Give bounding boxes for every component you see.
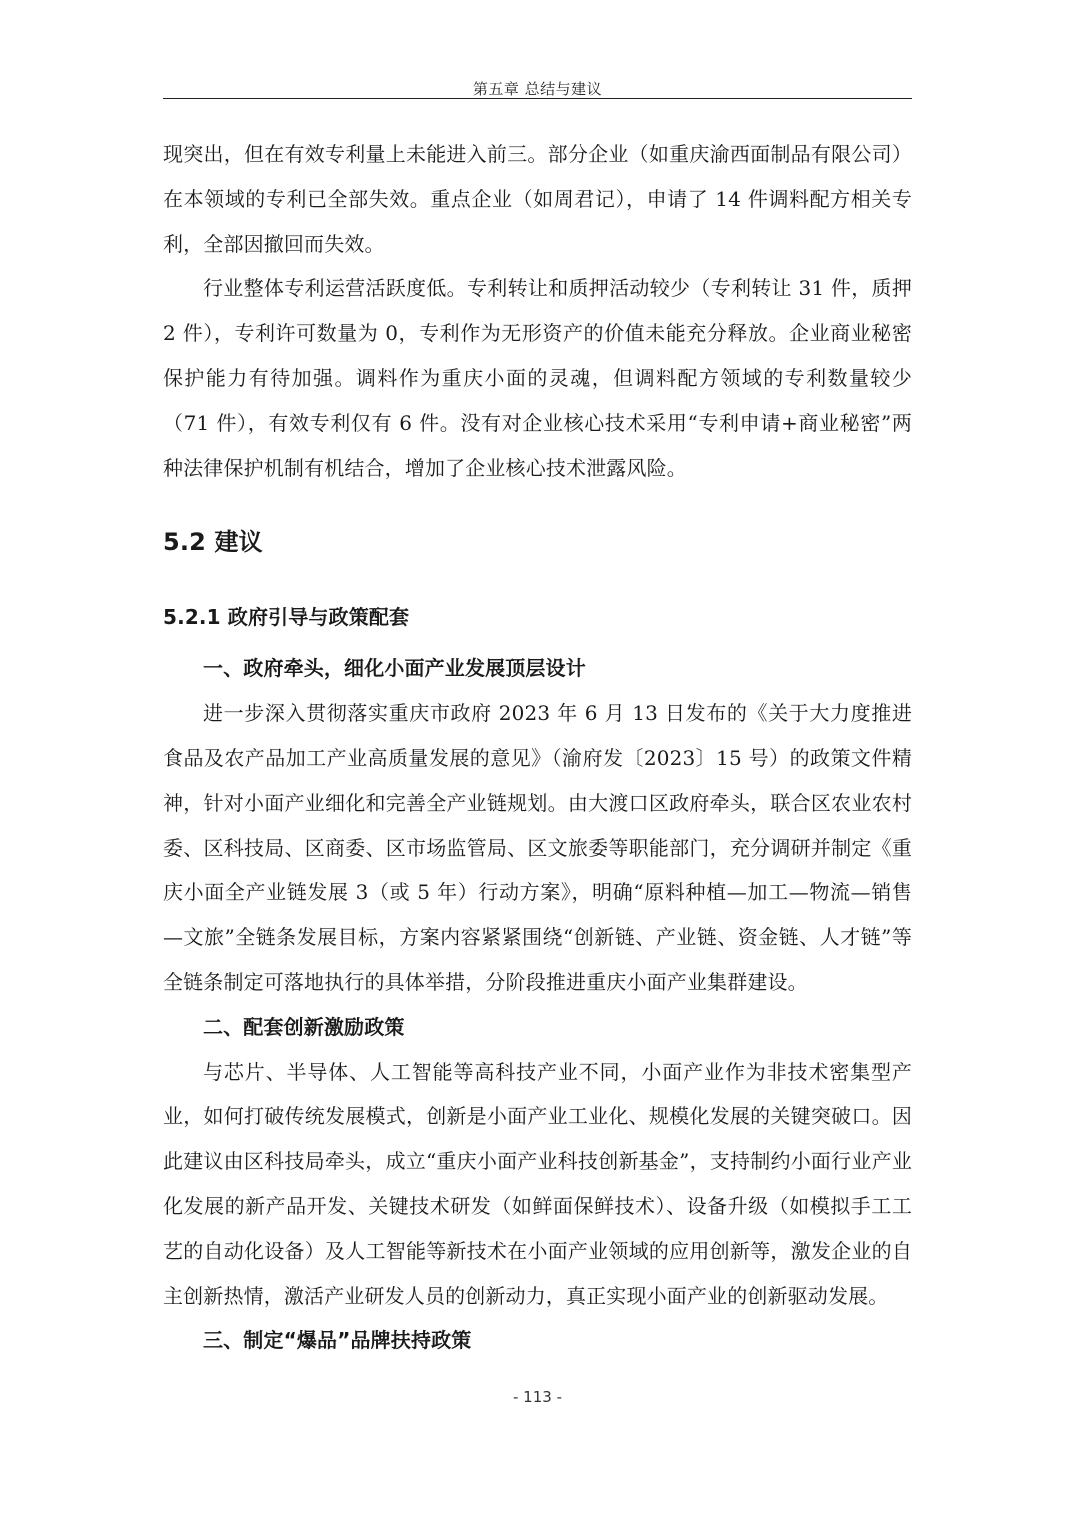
item-paragraph-2: 与芯片、半导体、人工智能等高科技产业不同，小面产业作为非技术密集型产业，如何打破传统发展模式，创新是小面产业工业化、规模化发展的关键突破口。因此建议由区科技局牵头，成立“重庆小面产业科技创新基金”，支持制约小面行业产业化发展的新产品开发、关键技术研发（如鲜面保鲜技术）、设备升级（如模拟手工工艺的自动化设备）及人工智能等新技术在小面产业领域的应用创新等，激发企业的自主创新热情，激活产业研发人员的创新动力，真正实现小面产业的创新驱动发展。: [163, 1059, 912, 1308]
item-paragraph-1: 进一步深入贯彻落实重庆市政府 2023 年 6 月 13 日发布的《关于大力度推进食品及农产品加工产业高质量发展的意见》（渝府发〔2023〕15 号）的政策文件精神，针对小面产业细化和完善全产业链规划。由大渡口区政府牵头，联合区农业农村委、区科技局、区商委、区市场监管局、区文旅委等职能部门，充分调研并制定《重庆小面全产业链发展 3（或 5 年）行动方案》，明确“原料种植—加工—物流—销售—文旅”全链条发展目标，方案内容紧紧围绕“创新链、产业链、资金链、人才链”等全链条制定可落地执行的具体举措，分阶段推进重庆小面产业集群建设。: [163, 701, 912, 994]
subsection-heading: 5.2.1 政府引导与政策配套: [163, 605, 410, 630]
item-heading-1: 一、政府牵头，细化小面产业发展顶层设计: [203, 656, 586, 681]
page-number: - 113 -: [513, 1388, 562, 1406]
item-heading-3: 三、制定“爆品”品牌扶持政策: [203, 1328, 472, 1353]
item-heading-2: 二、配套创新激励政策: [203, 1014, 405, 1039]
page-body: [163, 132, 912, 1363]
section-heading: 5.2 建议: [163, 528, 263, 557]
paragraph-continued: 现突出，但在有效专利量上未能进入前三。部分企业（如重庆渝西面制品有限公司）在本领域的专利已全部失效。重点企业（如周君记），申请了 14 件调料配方相关专利，全部因撤回而失效。: [163, 142, 912, 256]
header-rule: [163, 98, 912, 99]
running-header: 第五章 总结与建议: [472, 80, 603, 98]
paragraph: 行业整体专利运营活跃度低。专利转让和质押活动较少（专利转让 31 件，质押 2 件），专利许可数量为 0，专利作为无形资产的价值未能充分释放。企业商业秘密保护能力有待加强。调料作为重庆小面的灵魂，但调料配方领域的专利数量较少（71 件），有效专利仅有 6 件。没有对企业核心技术采用“专利申请+商业秘密”两种法律保护机制有机结合，增加了企业核心技术泄露风险。: [163, 276, 912, 480]
